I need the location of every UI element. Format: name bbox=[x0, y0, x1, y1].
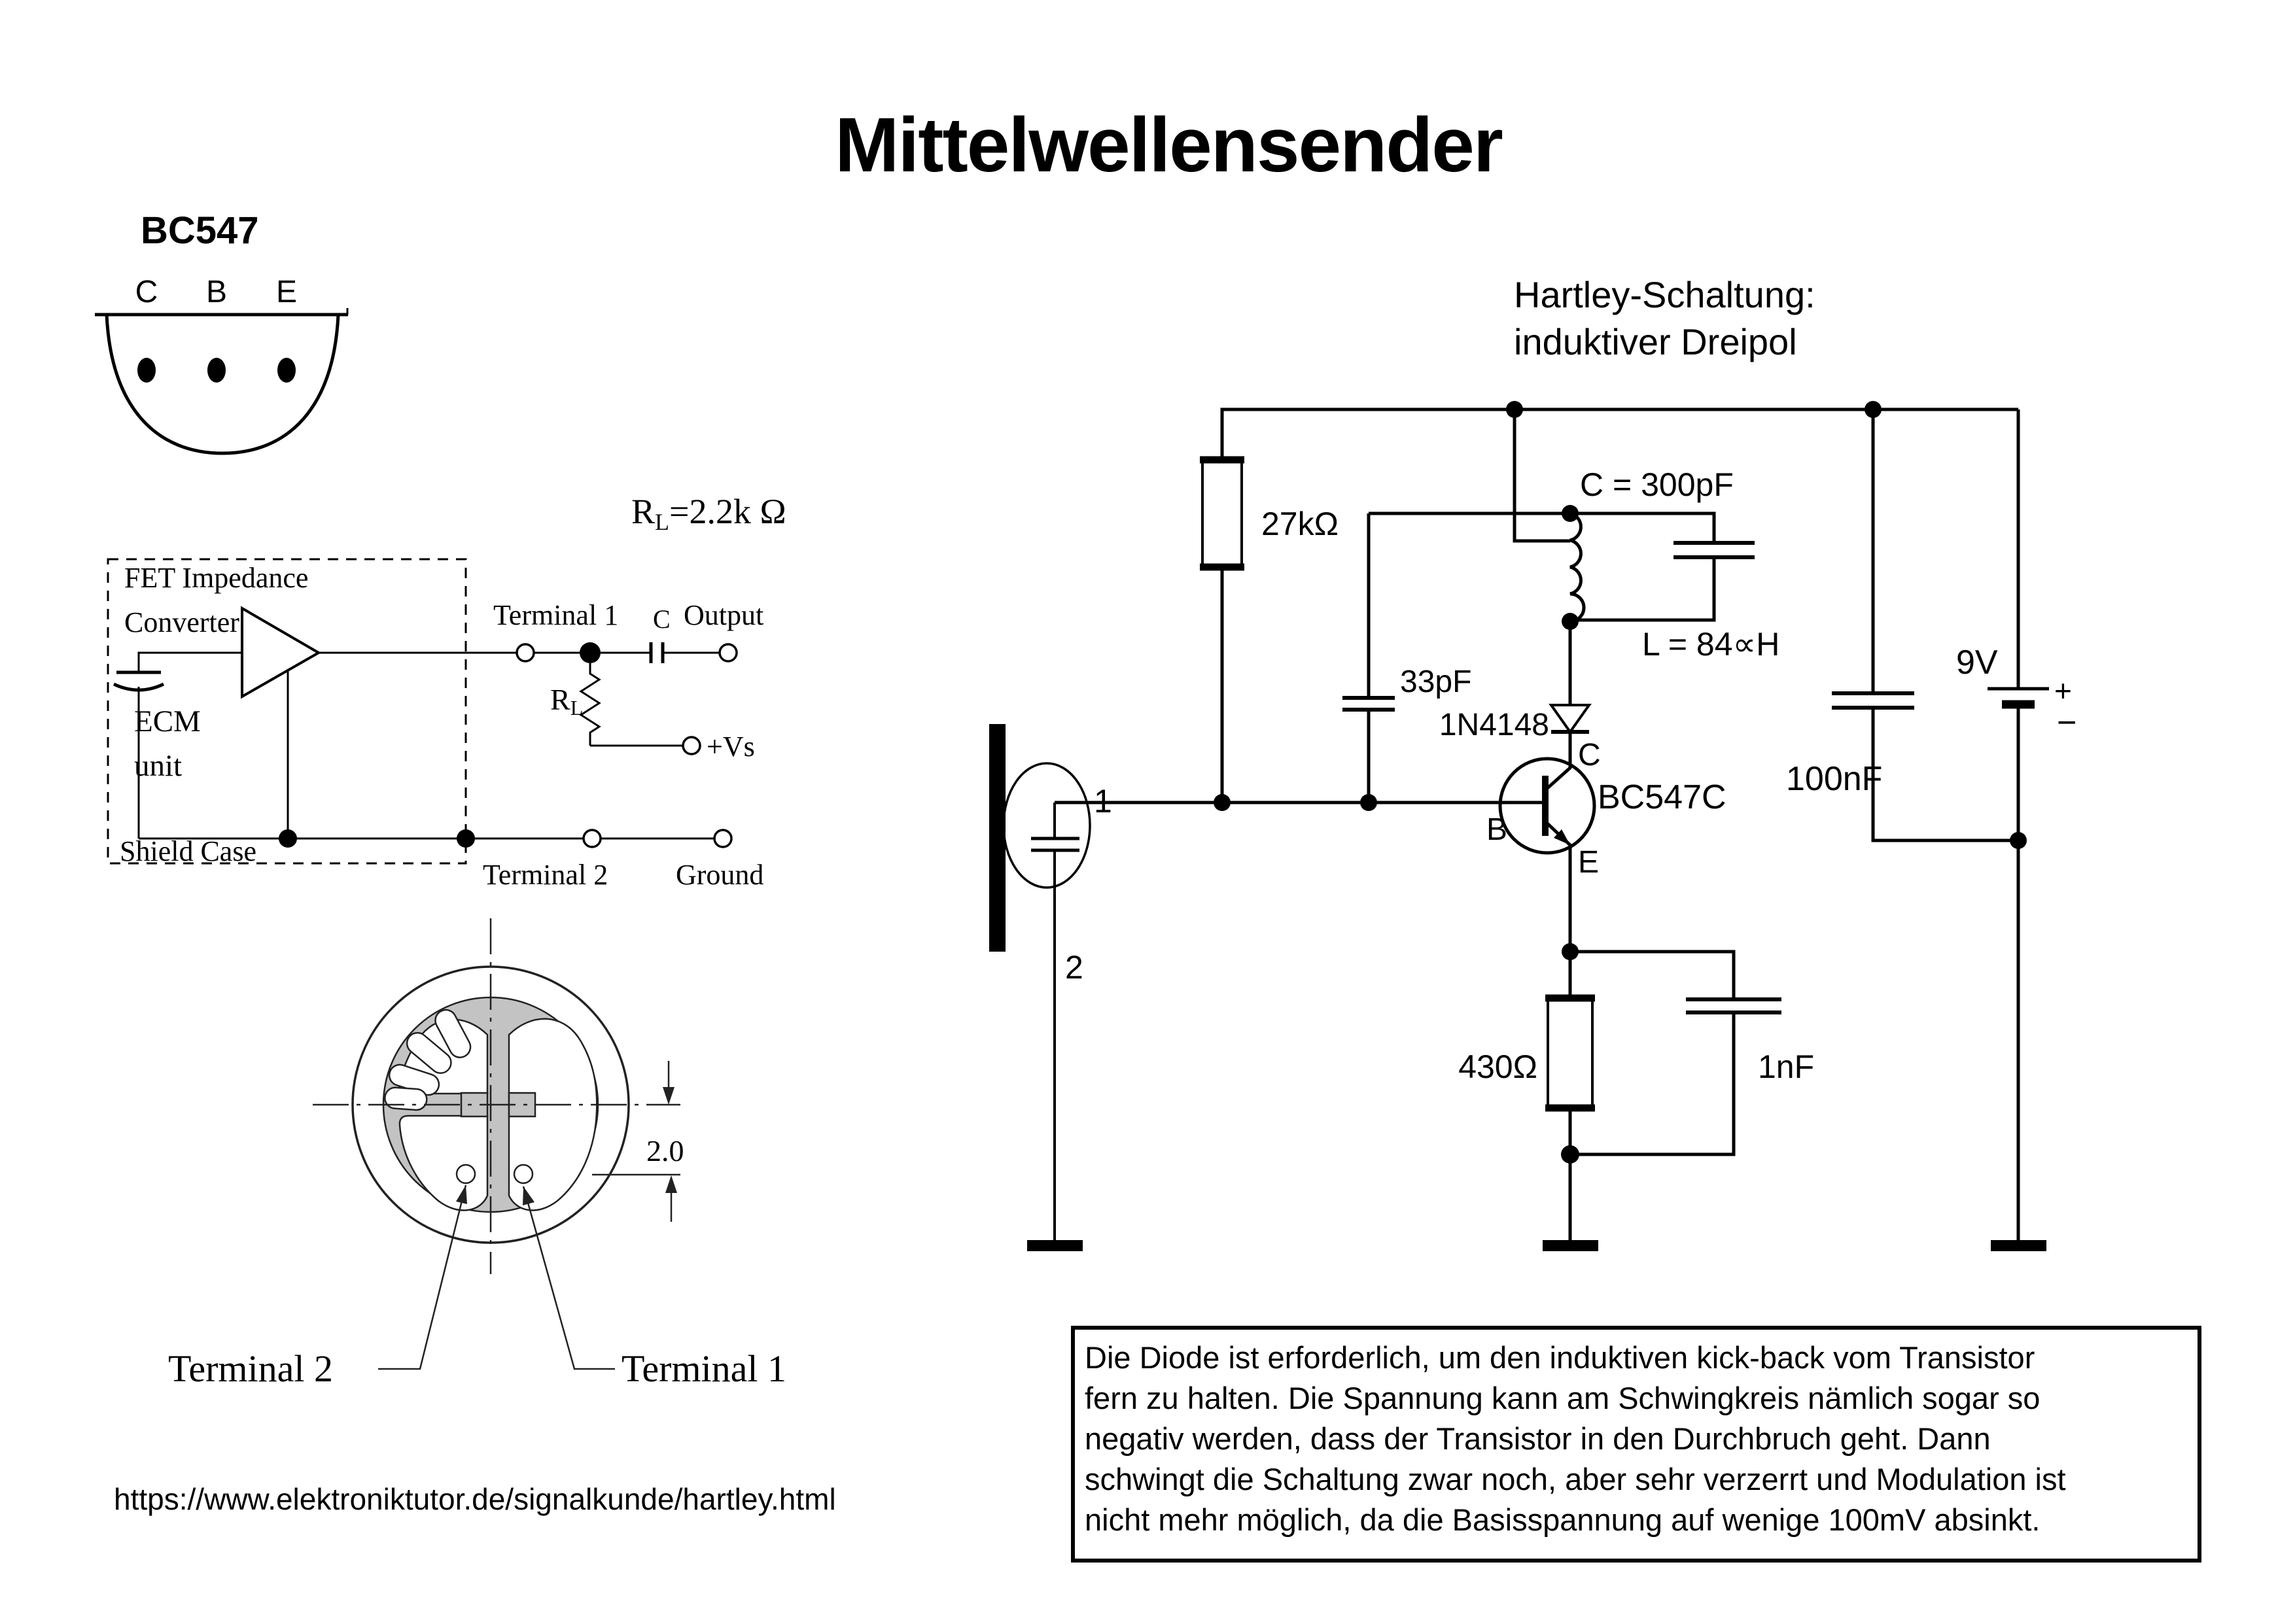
ecm-label: ECM bbox=[134, 704, 201, 738]
vs-label: +Vs bbox=[707, 731, 755, 763]
output-label: Output bbox=[684, 599, 764, 631]
pin-label-e: E bbox=[275, 275, 298, 309]
diode-label: 1N4148 bbox=[1439, 708, 1549, 742]
ground-label: Ground bbox=[676, 859, 764, 891]
terminal2-label: Terminal 2 bbox=[483, 859, 608, 891]
terminal2-node bbox=[584, 830, 601, 847]
rl-resistor bbox=[581, 663, 599, 746]
capacitor-100nf bbox=[1786, 409, 2018, 840]
package-outline bbox=[107, 315, 338, 453]
terminal2-hole bbox=[457, 1165, 475, 1183]
cap-lead bbox=[1570, 1012, 1734, 1154]
resistor-430 bbox=[1458, 952, 1595, 1240]
resistor-27k bbox=[1200, 458, 1339, 803]
mic-terminal2-label: Terminal 2 bbox=[168, 1347, 334, 1390]
pin-label-b: B bbox=[205, 275, 228, 309]
tank-cap-lead-bottom bbox=[1570, 557, 1714, 620]
antenna-plate bbox=[989, 724, 1006, 952]
note-line-3: negativ werden, dass der Transistor in den Durchbruch geht. Dann bbox=[1085, 1421, 1991, 1456]
ground-node bbox=[714, 830, 731, 847]
vcc-rail bbox=[1222, 409, 2018, 458]
rl-equation bbox=[631, 492, 786, 535]
note-line-1: Die Diode ist erforderlich, um den induktiven kick-back vom Transistor bbox=[1085, 1340, 2035, 1375]
transistor-bc547c bbox=[1486, 738, 1726, 952]
pin-dot-c bbox=[137, 358, 156, 383]
rl-eq-rest: =2.2k Ω bbox=[669, 492, 786, 531]
mic-capsule-outline bbox=[1004, 763, 1090, 888]
cap-plates bbox=[1342, 698, 1395, 710]
ground-symbol bbox=[1543, 1240, 1598, 1251]
battery-plus-label: + bbox=[2054, 674, 2072, 708]
capacitor-300pf-label: C = 300pF bbox=[1580, 466, 1734, 503]
junction-dot bbox=[580, 642, 601, 663]
note-line-5: nicht mehr möglich, da die Basisspannung auf wenige 100mV absinkt. bbox=[1085, 1502, 2041, 1537]
note-box bbox=[1073, 1328, 2199, 1561]
unit-label: unit bbox=[134, 749, 183, 783]
cap-lead bbox=[1570, 952, 1734, 999]
inductor-coil bbox=[1570, 513, 1584, 621]
diode-triangle bbox=[1551, 705, 1589, 732]
rl-eq-base: R bbox=[631, 492, 656, 531]
hartley-heading-1: Hartley-Schaltung: bbox=[1514, 274, 1815, 315]
rl-label-sub: L bbox=[570, 696, 584, 719]
hartley-circuit bbox=[989, 274, 2076, 1251]
converter-label: Converter bbox=[124, 606, 239, 638]
source-url: https://www.elektroniktutor.de/signalkunde/hartley.html bbox=[114, 1482, 836, 1516]
tank-circuit bbox=[1369, 466, 1779, 663]
vent-slot bbox=[384, 1087, 427, 1111]
resistor-body bbox=[1202, 458, 1242, 569]
resistor-27k-label: 27kΩ bbox=[1261, 506, 1339, 542]
resistor-430-label: 430Ω bbox=[1458, 1048, 1537, 1085]
inductor-label: L = 84∝H bbox=[1642, 626, 1780, 663]
terminal1-label: Terminal 1 bbox=[493, 599, 619, 631]
terminal1-hole bbox=[514, 1165, 533, 1183]
output-node bbox=[720, 644, 737, 661]
pin-dot-e bbox=[277, 358, 296, 383]
capacitor-1nf bbox=[1570, 952, 1814, 1154]
battery-label: 9V bbox=[1956, 644, 1998, 682]
terminal2-leader bbox=[378, 1185, 466, 1369]
resistor-body bbox=[1548, 996, 1592, 1110]
rl-eq-sub: L bbox=[655, 509, 670, 535]
pin-e-label: E bbox=[1578, 845, 1600, 880]
capacitor-1nf-label: 1nF bbox=[1758, 1048, 1815, 1085]
ground-symbol bbox=[1991, 1240, 2046, 1251]
vs-node bbox=[683, 737, 700, 754]
coupling-cap-label: C bbox=[653, 604, 671, 634]
arrow-up-icon bbox=[665, 1175, 677, 1193]
rl-label bbox=[550, 683, 583, 719]
terminal1-node bbox=[517, 644, 534, 661]
mic-terminal1-label: Terminal 1 bbox=[622, 1347, 787, 1390]
bc547-pinout-diagram bbox=[95, 209, 348, 453]
mic-bottom-view bbox=[168, 918, 786, 1390]
tank-cap-lead-top bbox=[1570, 513, 1714, 543]
fet-impedance-label: FET Impedance bbox=[124, 562, 309, 594]
capacitor-300pf bbox=[1673, 543, 1755, 557]
transistor-collector bbox=[1545, 767, 1570, 790]
pin-dot-b bbox=[207, 358, 226, 383]
capacitor-33pf-label: 33pF bbox=[1400, 665, 1472, 699]
mic-cutout-left-lower bbox=[400, 1116, 487, 1210]
capacitor-100nf-label: 100nF bbox=[1786, 760, 1883, 798]
terminal-leaders bbox=[378, 1185, 615, 1369]
cap-lead bbox=[1873, 708, 2018, 840]
pin-b-label: B bbox=[1486, 812, 1508, 847]
junction-dot bbox=[457, 829, 475, 848]
ecm-converter-diagram bbox=[108, 492, 786, 891]
mic-pin2-label: 2 bbox=[1065, 949, 1083, 986]
cap-plates bbox=[1686, 999, 1781, 1012]
battery-9v bbox=[1956, 409, 2076, 1251]
cap-plates bbox=[1832, 693, 1914, 708]
note-line-4: schwingt die Schaltung zwar noch, aber sehr verzerrt und Modulation ist bbox=[1085, 1462, 2066, 1496]
junction-dot bbox=[279, 829, 297, 848]
pin-label-c: C bbox=[135, 275, 158, 309]
terminal1-leader bbox=[523, 1186, 615, 1369]
mic-cap-plates bbox=[1031, 838, 1079, 850]
note-line-2: fern zu halten. Die Spannung kann am Schwingkreis nämlich sogar so bbox=[1085, 1381, 2041, 1415]
dimension-2-0 bbox=[592, 1061, 684, 1222]
rl-label-base: R bbox=[550, 683, 570, 716]
arrow-down-icon bbox=[663, 1087, 674, 1105]
shield-case-label: Shield Case bbox=[120, 835, 256, 867]
transistor-label: BC547C bbox=[1598, 778, 1726, 816]
junction-dot bbox=[1561, 1145, 1579, 1164]
inductor-tap-wire bbox=[1515, 409, 1570, 541]
electret-to-amp-wire bbox=[139, 653, 242, 672]
microphone-symbol bbox=[989, 724, 1112, 1251]
pinout-title: BC547 bbox=[141, 209, 259, 252]
amp-triangle bbox=[242, 608, 319, 697]
dimension-value: 2.0 bbox=[646, 1134, 684, 1167]
coupling-capacitor bbox=[651, 642, 663, 663]
mic-pin1-label: 1 bbox=[1094, 783, 1112, 820]
pin-c-label: C bbox=[1578, 738, 1601, 772]
battery-minus-label: − bbox=[2057, 704, 2077, 742]
capacitor-33pf bbox=[1342, 513, 1471, 803]
junction-dot bbox=[1214, 794, 1231, 811]
ground-symbol bbox=[1027, 1240, 1083, 1251]
hartley-heading-2: induktiver Dreipol bbox=[1514, 321, 1797, 362]
page-title: Mittelwellensender bbox=[835, 102, 1502, 188]
